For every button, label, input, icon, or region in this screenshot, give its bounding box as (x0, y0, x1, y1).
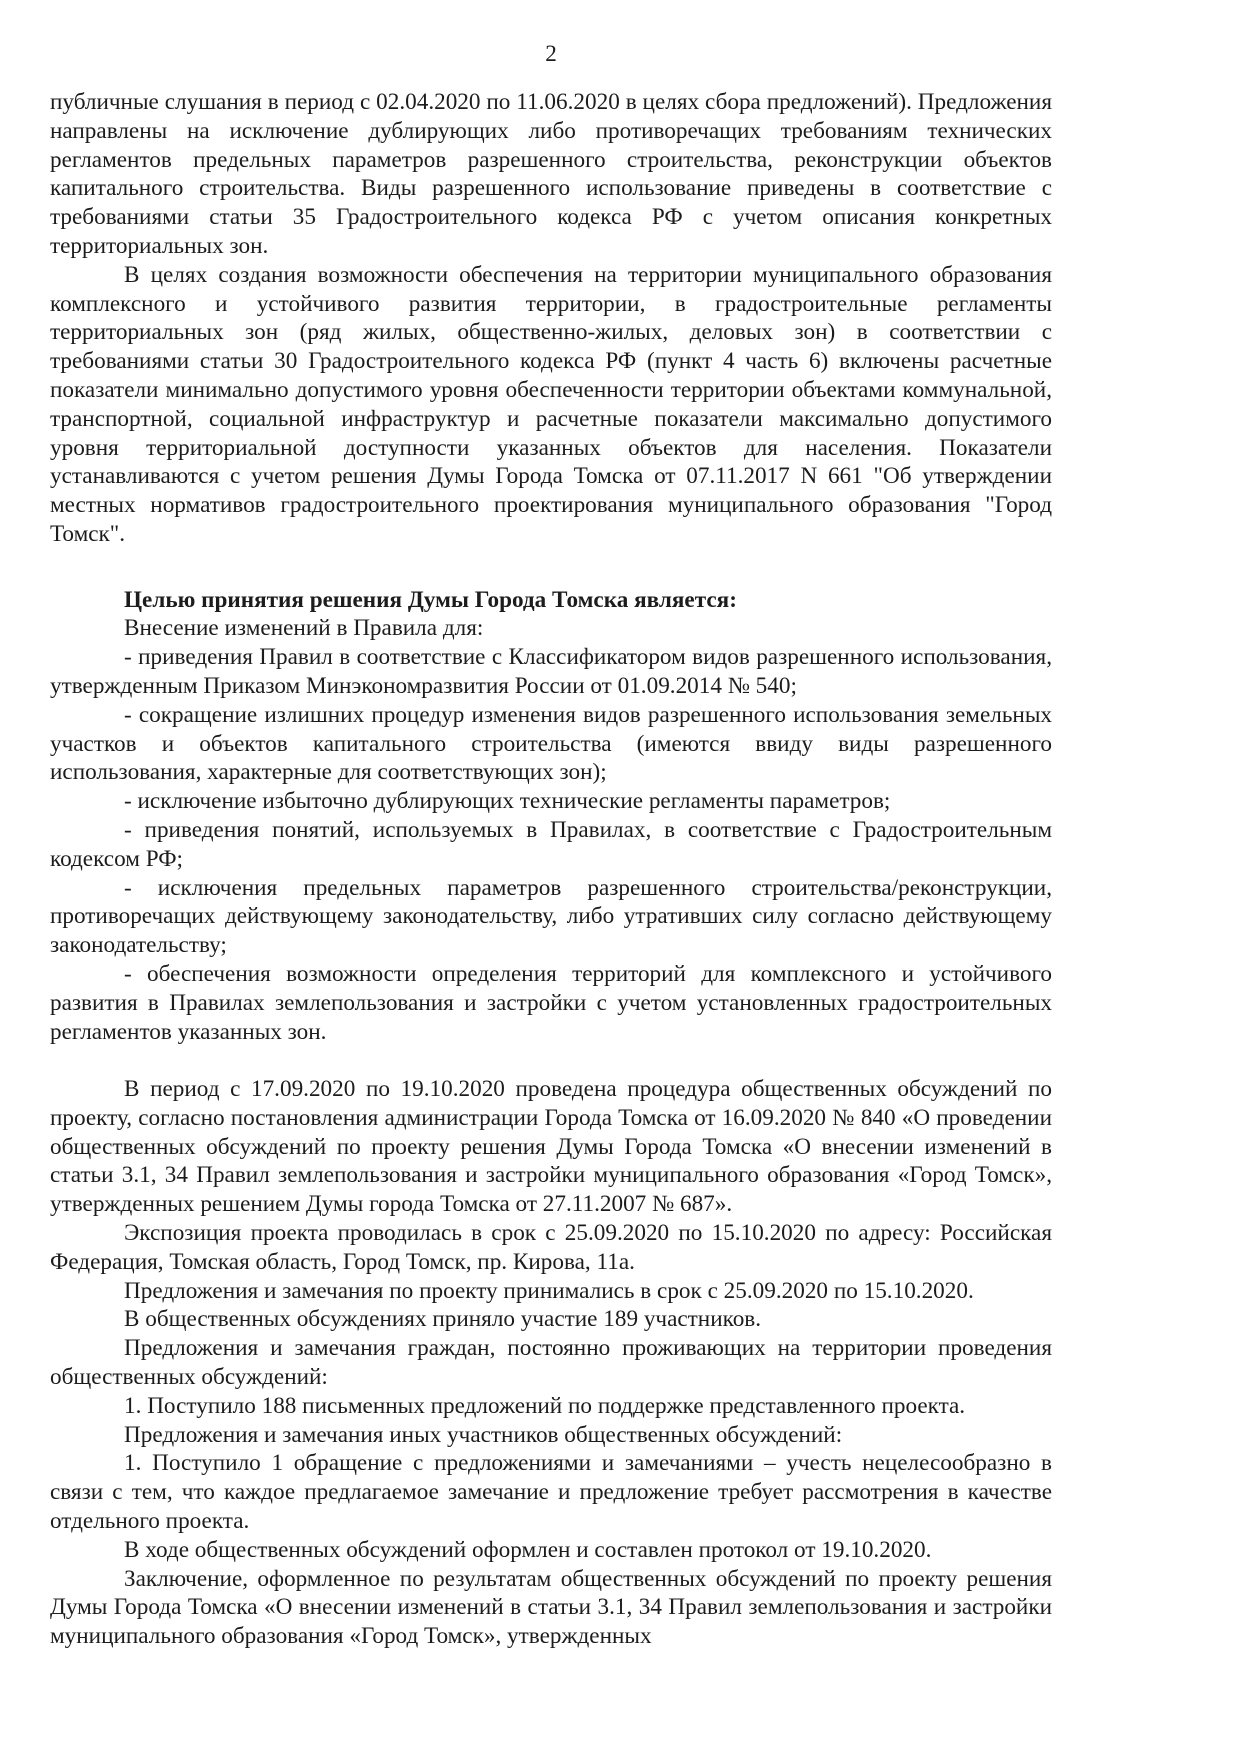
spacer (50, 1046, 1052, 1075)
paragraph-discussion-period: В период с 17.09.2020 по 19.10.2020 проведена процедура общественных обсуждений по проекту, согласно постановления администрации Города Томска от 16.09.2020 № 840 «О проведении общественных обсуждений по проекту решения Думы Города Томска «О внесении изменений в статьи 3.1, 34 Правил землепользования и застройки муниципального образования «Город Томск», утвержденных решением Думы города Томска от 27.11.2007 № 687». (50, 1076, 1052, 1218)
paragraph-other-proposals: Предложения и замечания иных участников общественных обсуждений: (124, 1421, 843, 1448)
goal-heading: Целью принятия решения Думы Города Томска является: (124, 586, 737, 613)
goal-item: - приведения понятий, используемых в Правилах, в соответствие с Градостроительным кодексом РФ; (50, 816, 1052, 872)
goal-item: - исключение избыточно дублирующих технические регламенты параметров; (124, 788, 891, 815)
goal-item: - обеспечения возможности определения территорий для комплексного и устойчивого развития в Правилах землепользования и застройки с учетом установленных градостроительных регламентов указанных зон. (50, 960, 1052, 1045)
goal-item: - сокращение излишних процедур изменения видов разрешенного использования земельных участков и объектов капитального строительства (имеются ввиду виды разрешенного использования, характерные для соответствующих зон); (50, 701, 1052, 786)
paragraph-proposals-period: Предложения и замечания по проекту принимались в срок с 25.09.2020 по 15.10.2020. (124, 1277, 974, 1304)
paragraph-participants: В общественных обсуждениях приняло участие 189 участников. (124, 1306, 762, 1333)
page-number: 2 (545, 41, 557, 67)
paragraph-public-hearings: публичные слушания в период с 02.04.2020 по 11.06.2020 в целях сбора предложений). Предложения направлены на исключение дублирующих либо противоречащих требованиям технических регламентов предельных параметров разрешенного строительства, реконструкции объектов капитального строительства. Виды разрешенного использование приведены в соответствие с требованиями статьи 35 Градостроительного кодекса РФ с учетом описания конкретных территориальных зон. (50, 89, 1052, 259)
paragraph-protocol: В ходе общественных обсуждений оформлен и составлен протокол от 19.10.2020. (124, 1536, 932, 1563)
paragraph-citizen-proposals: Предложения и замечания граждан, постоянно проживающих на территории проведения общественных обсуждений: (50, 1335, 1052, 1391)
paragraph-calculation-indicators: В целях создания возможности обеспечения на территории муниципального образования комплексного и устойчивого развития территории, в градостроительные регламенты территориальных зон (ряд жилых, общественно-жилых, деловых зон) в соответствии с требованиями статьи 30 Градостроительного кодекса РФ (пункт 4 часть 6) включены расчетные показатели минимально допустимого уровня обеспеченности территории объектами коммунальной, транспортной, социальной инфраструктур и расчетные показатели максимально допустимого уровня территориальной доступности указанных объектов для населения. Показатели устанавливаются с учетом решения Думы Города Томска от 07.11.2017 N 661 "Об утверждении местных нормативов градостроительного проектирования муниципального образования "Город Томск". (50, 261, 1052, 547)
goal-item: - исключения предельных параметров разрешенного строительства/реконструкции, противоречащих действующему законодательству, либо утративших силу согласно действующему законодательству; (50, 874, 1052, 959)
paragraph-exposition: Экспозиция проекта проводилась в срок с 25.09.2020 по 15.10.2020 по адресу: Российская Федерация, Томская область, Город Томск, пр. Кирова, 11а. (50, 1220, 1052, 1275)
spacer (50, 549, 1052, 578)
paragraph-citizen-proposals-item: 1. Поступило 188 письменных предложений по поддержке представленного проекта. (124, 1392, 966, 1419)
goal-item: - приведения Правил в соответствие с Классификатором видов разрешенного использования, утвержденным Приказом Минэкономразвития России от 01.09.2014 № 540; (50, 644, 1052, 699)
paragraph-other-proposals-item: 1. Поступило 1 обращение с предложениями и замечаниями – учесть нецелесообразно в связи с тем, что каждое предлагаемое замечание и предложение требует рассмотрения в качестве отдельного проекта. (50, 1450, 1052, 1535)
document-page (50, 40, 1052, 1651)
paragraph-conclusion: Заключение, оформленное по результатам общественных обсуждений по проекту решения Думы Города Томска «О внесении изменений в статьи 3.1, 34 Правил землепользования и застройки муниципального образования «Город Томск», утвержденных (50, 1565, 1052, 1650)
goal-intro: Внесение изменений в Правила для: (124, 615, 484, 642)
